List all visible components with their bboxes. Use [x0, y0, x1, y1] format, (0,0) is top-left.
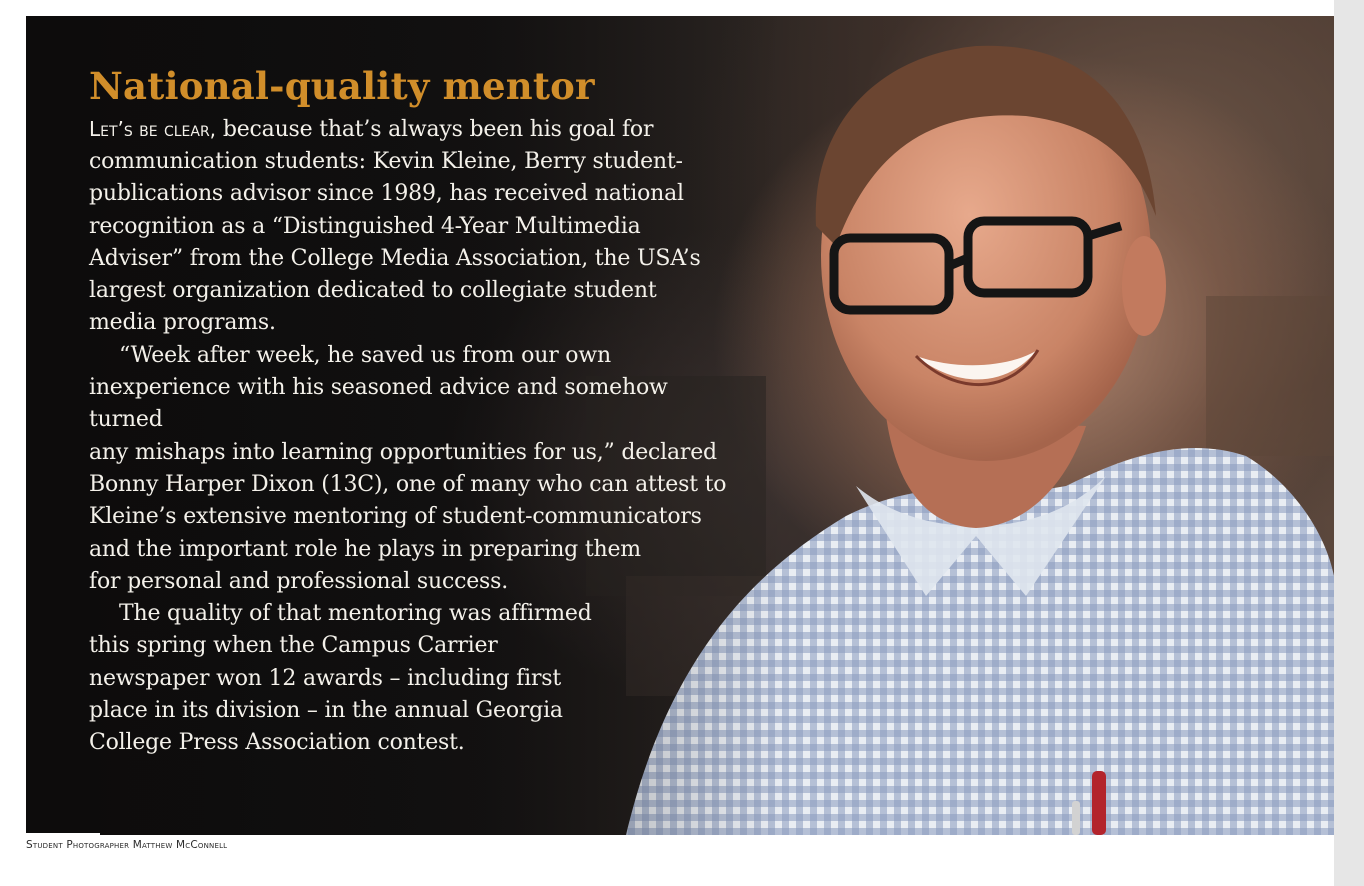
lead-in: Let’s be clear, — [89, 116, 217, 141]
page-scrollbar[interactable] — [1334, 0, 1364, 886]
article-headline: National-quality mentor — [89, 64, 595, 108]
article-paragraph-3: The quality of that mentoring was affirmed this spring when the Campus Carrier newspaper won 12 awards – including first place in its division – in the annual Georgia College Press Association contest. — [89, 601, 592, 756]
article-paragraph-1 — [89, 113, 739, 340]
paragraph-1-body: because that’s always been his goal for communication students: Kevin Kleine, Berry student- publications advisor since 1989, has received national recognition as a “Distinguished 4-Year Multimedia Adviser” from the College Media Association, the USA’s largest organization dedicated to collegiate student media programs. — [89, 116, 701, 336]
photo-credit: Student Photographer Matthew McConnell — [26, 839, 228, 851]
article-paragraph-2: “Week after week, he saved us from our own inexperience with his seasoned advice and somehow turned any mishaps into learning opportunities for us,” declared Bonny Harper Dixon (13C), one of many who can attest to Kleine’s extensive mentoring of student-communicators and the important role he plays in preparing them for personal and professional success. — [89, 342, 727, 594]
article-text — [89, 66, 739, 760]
credit-rule — [26, 833, 100, 837]
portrait-photo — [26, 16, 1334, 835]
